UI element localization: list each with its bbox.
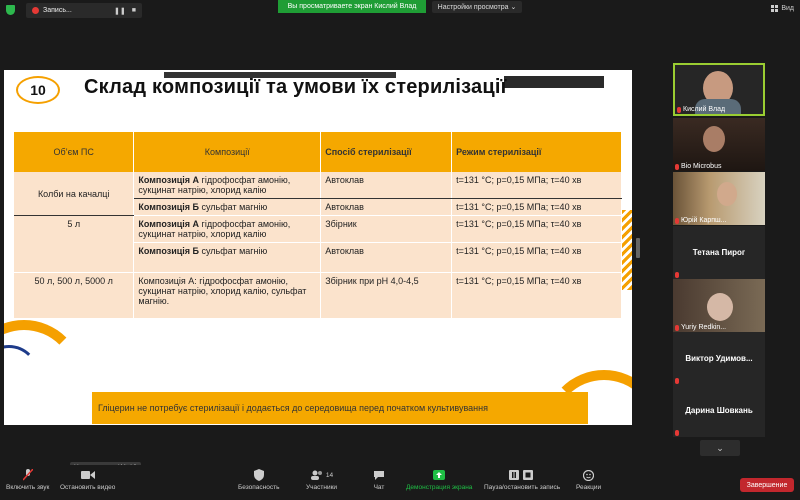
table-row xyxy=(14,172,622,199)
share-screen-button[interactable]: Демонстрация экрана xyxy=(406,469,472,491)
chat-button[interactable]: Чат xyxy=(372,469,386,491)
splitter-handle[interactable] xyxy=(636,238,640,258)
stop-recording-icon[interactable]: ■ xyxy=(131,6,136,14)
mic-muted-icon xyxy=(675,325,679,331)
mic-muted-icon xyxy=(675,430,679,436)
column-header: Об’єм ПС xyxy=(14,132,134,172)
security-shield-icon[interactable] xyxy=(6,5,15,15)
column-header: Режим стерилізації xyxy=(452,132,622,172)
mode-cell: t=131 °С; р=0,15 МПа; τ=40 хв xyxy=(452,273,622,319)
mode-cell: t=131 °С; р=0,15 МПа; τ=40 хв xyxy=(452,199,622,216)
participant-name: Кислий Влад xyxy=(677,106,725,113)
participant-name: Виктор Удимов... xyxy=(685,354,753,363)
composition-cell: Композиція Б сульфат магнію xyxy=(134,243,321,273)
mic-status xyxy=(675,430,679,436)
column-header: Композиції xyxy=(134,132,321,172)
decor-hatch xyxy=(622,210,632,290)
top-bar xyxy=(0,0,800,20)
chat-icon xyxy=(372,469,386,481)
view-button[interactable] xyxy=(771,5,794,12)
reactions-button[interactable]: Реакции xyxy=(576,469,601,491)
unmute-button[interactable]: Включить звук xyxy=(6,469,49,491)
slide-number: 10 xyxy=(16,76,60,104)
chevron-down-icon: ⌄ xyxy=(716,442,724,453)
table-header-row xyxy=(14,132,622,172)
composition-cell: Композиція А гідрофосфат амонію, сукцинат натрію, хлорид калію xyxy=(134,216,321,243)
view-options-dropdown[interactable]: Настройки просмотра ⌄ xyxy=(432,1,522,13)
stop-video-button[interactable]: Остановить видео xyxy=(60,469,115,491)
screen-overlay-bar xyxy=(504,76,604,88)
mode-cell: t=131 °С; р=0,15 МПа; τ=40 хв xyxy=(452,172,622,199)
meeting-toolbar xyxy=(0,465,800,500)
slide-title: Склад композиції та умови їх стерилізації xyxy=(84,76,507,98)
method-cell: Автоклав xyxy=(321,199,452,216)
table-row xyxy=(14,273,622,319)
volume-cell: 5 л xyxy=(14,216,134,273)
participant-name: Дарина Шовкань xyxy=(685,406,753,415)
people-icon xyxy=(307,469,337,481)
end-meeting-button[interactable]: Завершение xyxy=(740,478,794,492)
participant-name: Bio Microbus xyxy=(675,163,721,170)
mic-muted-icon xyxy=(675,218,679,224)
method-cell: Автоклав xyxy=(321,172,452,199)
volume-cell: Колби на качалці xyxy=(14,172,134,216)
method-cell: Збірник при рН 4,0-4,5 xyxy=(321,273,452,319)
camera-icon xyxy=(81,469,95,481)
composition-cell: Композиція А гідрофосфат амонію, сукцинат натрію, хлорид калію xyxy=(134,172,321,199)
mode-cell: t=131 °С; р=0,15 МПа; τ=40 хв xyxy=(452,243,622,273)
participant-tile[interactable] xyxy=(673,226,765,279)
participant-tile[interactable] xyxy=(673,332,765,385)
column-header: Спосіб стерилізації xyxy=(321,132,452,172)
mic-status xyxy=(675,272,679,278)
participant-name: Yuriy Redkin... xyxy=(675,324,726,331)
shield-icon xyxy=(252,469,266,481)
more-participants-button[interactable] xyxy=(700,440,740,456)
method-cell: Збірник xyxy=(321,216,452,243)
share-screen-icon xyxy=(432,469,446,481)
mic-muted-icon xyxy=(675,272,679,278)
mode-cell: t=131 °С; р=0,15 МПа; τ=40 хв xyxy=(452,216,622,243)
recording-indicator xyxy=(26,3,142,18)
table-row xyxy=(14,216,622,243)
participant-tile[interactable] xyxy=(673,279,765,332)
composition-table xyxy=(14,132,622,319)
method-cell: Автоклав xyxy=(321,243,452,273)
participant-tile[interactable] xyxy=(673,172,765,225)
glycerin-note: Гліцерин не потребує стерилізації і додається до середовища перед початком культивування xyxy=(92,392,588,424)
pause-record-icon xyxy=(508,469,536,481)
participant-tile[interactable] xyxy=(673,384,765,437)
shared-screen-slide xyxy=(4,70,632,425)
recording-label: Запись... xyxy=(43,7,72,14)
participants-count: 14 xyxy=(325,471,334,479)
participant-tile[interactable] xyxy=(673,63,765,116)
participant-name: Тетана Пирог xyxy=(692,248,746,257)
composition-cell: Композиція Б сульфат магнію xyxy=(134,199,321,216)
mic-muted-icon xyxy=(677,107,681,113)
participant-name: Юрій Карпш... xyxy=(675,217,726,224)
mic-muted-icon xyxy=(675,164,679,170)
security-button[interactable]: Безопасность xyxy=(238,469,279,491)
view-button-label: Вид xyxy=(781,5,794,12)
pause-stop-recording-button[interactable]: Пауза/остановить запись xyxy=(484,469,560,491)
volume-cell: 50 л, 500 л, 5000 л xyxy=(14,273,134,319)
participant-tile[interactable] xyxy=(673,118,765,171)
mic-off-icon xyxy=(21,469,35,481)
smiley-icon xyxy=(582,469,596,481)
grid-view-icon xyxy=(771,5,778,12)
pause-recording-icon[interactable]: ❚❚ xyxy=(114,7,126,15)
recording-dot-icon xyxy=(32,7,39,14)
participants-button[interactable]: 14 Участники xyxy=(306,469,337,491)
viewing-banner: Вы просматриваете экран Кислий Влад xyxy=(278,0,426,13)
composition-cell: Композиція А: гідрофосфат амонію, сукцинат натрію, хлорид калію, сульфат магнію. xyxy=(134,273,321,319)
